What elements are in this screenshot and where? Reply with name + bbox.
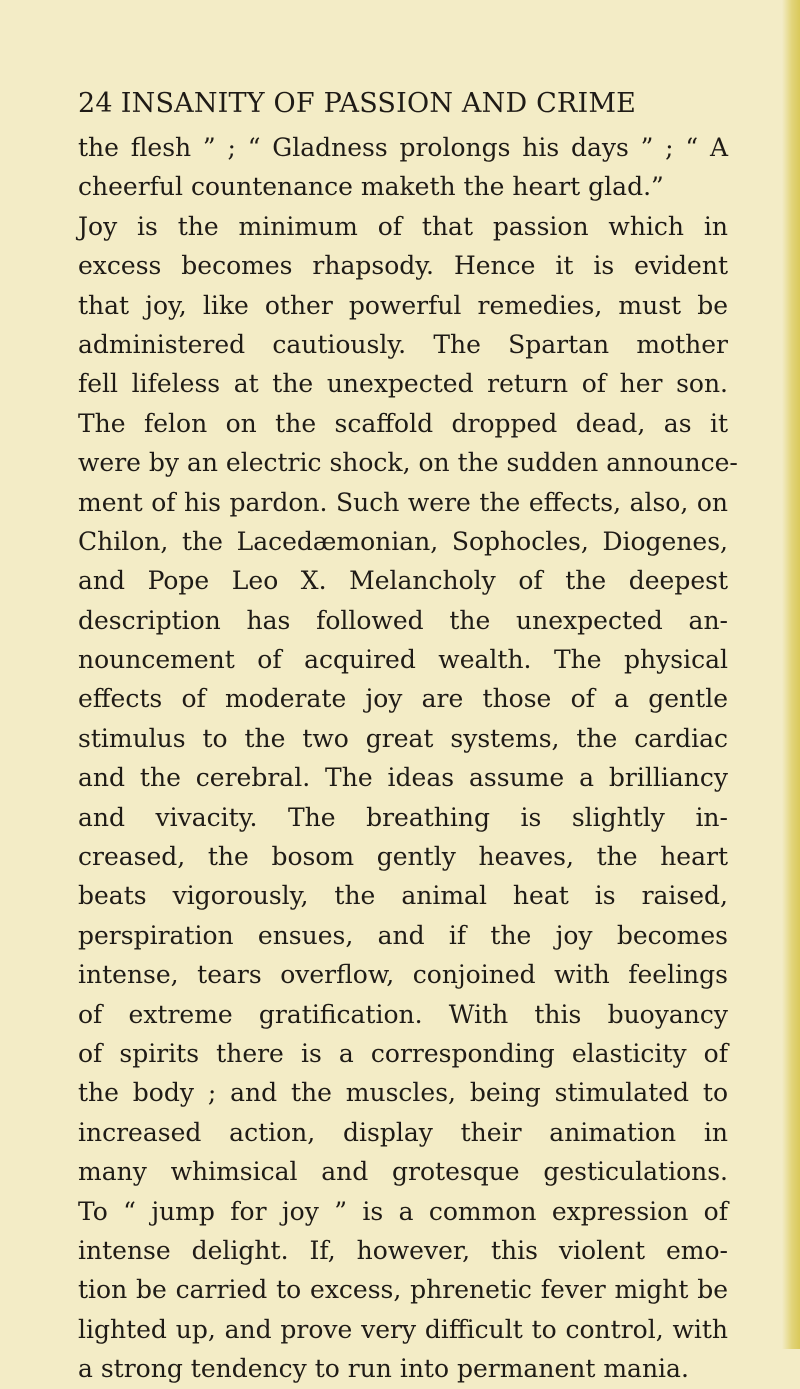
text-line: of spirits there is a corresponding elasticity of: [78, 1038, 728, 1068]
text-line: the body ; and the muscles, being stimulated to: [78, 1078, 728, 1108]
text-line: excess becomes rhapsody. Hence it is evident: [78, 251, 728, 281]
text-line: lighted up, and prove very difficult to control, with: [78, 1314, 728, 1344]
text-line: fell lifeless at the unexpected return of her son.: [78, 369, 728, 399]
text-line: effects of moderate joy are those of a gentle: [78, 684, 728, 714]
text-line: ment of his pardon. Such were the effects, also, on: [78, 487, 728, 517]
text-line: Chilon, the Lacedæmonian, Sophocles, Diogenes,: [78, 526, 728, 556]
text-line: The felon on the scaffold dropped dead, as it: [78, 408, 728, 438]
text-line: increased action, display their animation in: [78, 1117, 728, 1147]
text-line: intense delight. If, however, this violent emo-: [78, 1235, 728, 1265]
running-title: INSANITY OF PASSION AND CRIME: [120, 88, 637, 119]
text-line: were by an electric shock, on the sudden announce-: [78, 448, 738, 478]
text-line: and Pope Leo X. Melancholy of the deepest: [78, 566, 728, 596]
text-line: description has followed the unexpected an-: [78, 605, 728, 635]
text-line: the flesh ” ; “ Gladness prolongs his days ” ; “ A: [78, 133, 728, 162]
text-line: of extreme gratification. With this buoyancy: [78, 999, 728, 1029]
text-line: beats vigorously, the animal heat is raised,: [78, 881, 728, 911]
text-line: tion be carried to excess, phrenetic fever might be: [78, 1275, 728, 1305]
text-line: nouncement of acquired wealth. The physical: [78, 645, 728, 675]
text-line: and vivacity. The breathing is slightly in-: [78, 802, 728, 832]
body-paragraph: [78, 128, 738, 1389]
text-line: creased, the bosom gently heaves, the heart: [78, 842, 728, 872]
running-header: [78, 86, 738, 122]
text-line: and the cerebral. The ideas assume a brilliancy: [78, 763, 728, 793]
text-line: a strong tendency to run into permanent mania.: [78, 1354, 689, 1384]
text-line: To “ jump for joy ” is a common expression of: [78, 1196, 728, 1226]
text-line: many whimsical and grotesque gesticulations.: [78, 1157, 728, 1187]
page-number: 24: [78, 88, 113, 119]
text-line: perspiration ensues, and if the joy becomes: [78, 920, 728, 950]
text-line: administered cautiously. The Spartan mother: [78, 329, 728, 359]
text-line: stimulus to the two great systems, the cardiac: [78, 723, 728, 753]
text-line: intense, tears overflow, conjoined with feelings: [78, 960, 728, 990]
page-edge-shading: [782, 0, 800, 1349]
text-line: that joy, like other powerful remedies, must be: [78, 290, 728, 320]
text-line: cheerful countenance maketh the heart glad.”: [78, 172, 664, 202]
text-line: Joy is the minimum of that passion which in: [78, 211, 728, 241]
